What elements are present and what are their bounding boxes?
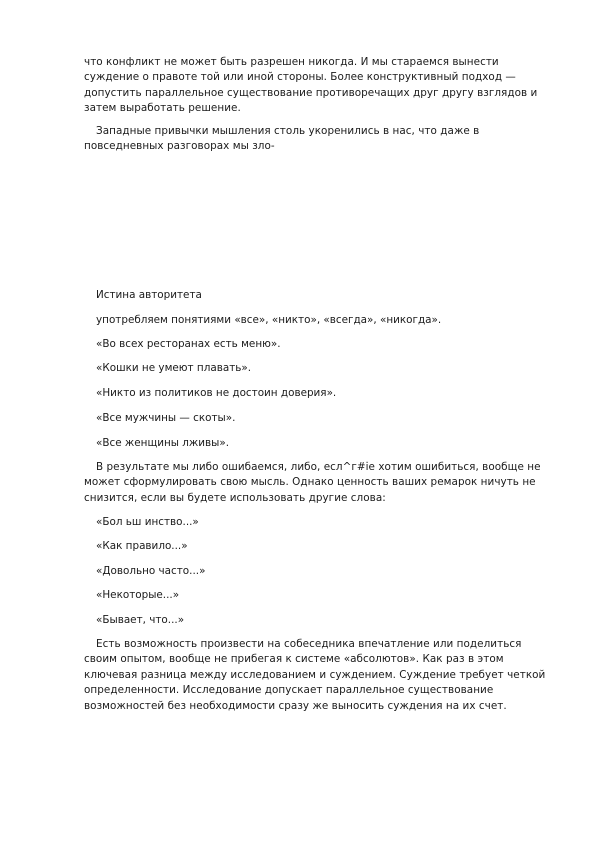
example-3: «Никто из политиков не достоин доверия». bbox=[96, 387, 337, 399]
paragraph-2: Западные привычки мышления столь укоренились в нас, что даже в повседневных разговорах мы зло- bbox=[84, 125, 480, 153]
alternative-5: «Бывает, что...» bbox=[96, 614, 185, 626]
alternative-2: «Как правило...» bbox=[96, 540, 188, 552]
alternative-3: «Довольно часто...» bbox=[96, 565, 206, 577]
paragraph-5: Есть возможность произвести на собеседника впечатление или поделиться своим опытом, вообще не прибегая к системе «абсолютов». Как раз в этом ключевая разница между исследованием и суждением. Суждение требует четкой определенности. Исследование допускает параллельное существование возможностей без необходимости сразу же выносить суждения на их счет. bbox=[84, 638, 546, 712]
alternative-1: «Бол ьш инство...» bbox=[96, 516, 199, 528]
example-5: «Все женщины лживы». bbox=[96, 437, 230, 449]
paragraph-4: В результате мы либо ошибаемся, либо, есл^г#іе хотим ошибиться, вообще не может сформулировать свою мысль. Однако ценность ваших ремарок ничуть не снизится, если вы будете использовать другие слова: bbox=[84, 461, 541, 504]
example-2: «Кошки не умеют плавать». bbox=[96, 362, 252, 374]
paragraph-3: употребляем понятиями «все», «никто», «всегда», «никогда». bbox=[96, 314, 442, 326]
alternative-4: «Некоторые...» bbox=[96, 589, 180, 601]
example-1: «Во всех ресторанах есть меню». bbox=[96, 338, 281, 350]
section-heading: Истина авторитета bbox=[96, 289, 202, 301]
paragraph-1: что конфликт не может быть разрешен никогда. И мы стараемся вынести суждение о правоте той или иной стороны. Более конструктивный подход — допустить параллельное существование противоречащих друг другу взглядов и затем выработать решение. bbox=[84, 56, 538, 115]
example-4: «Все мужчины — скоты». bbox=[96, 412, 236, 424]
